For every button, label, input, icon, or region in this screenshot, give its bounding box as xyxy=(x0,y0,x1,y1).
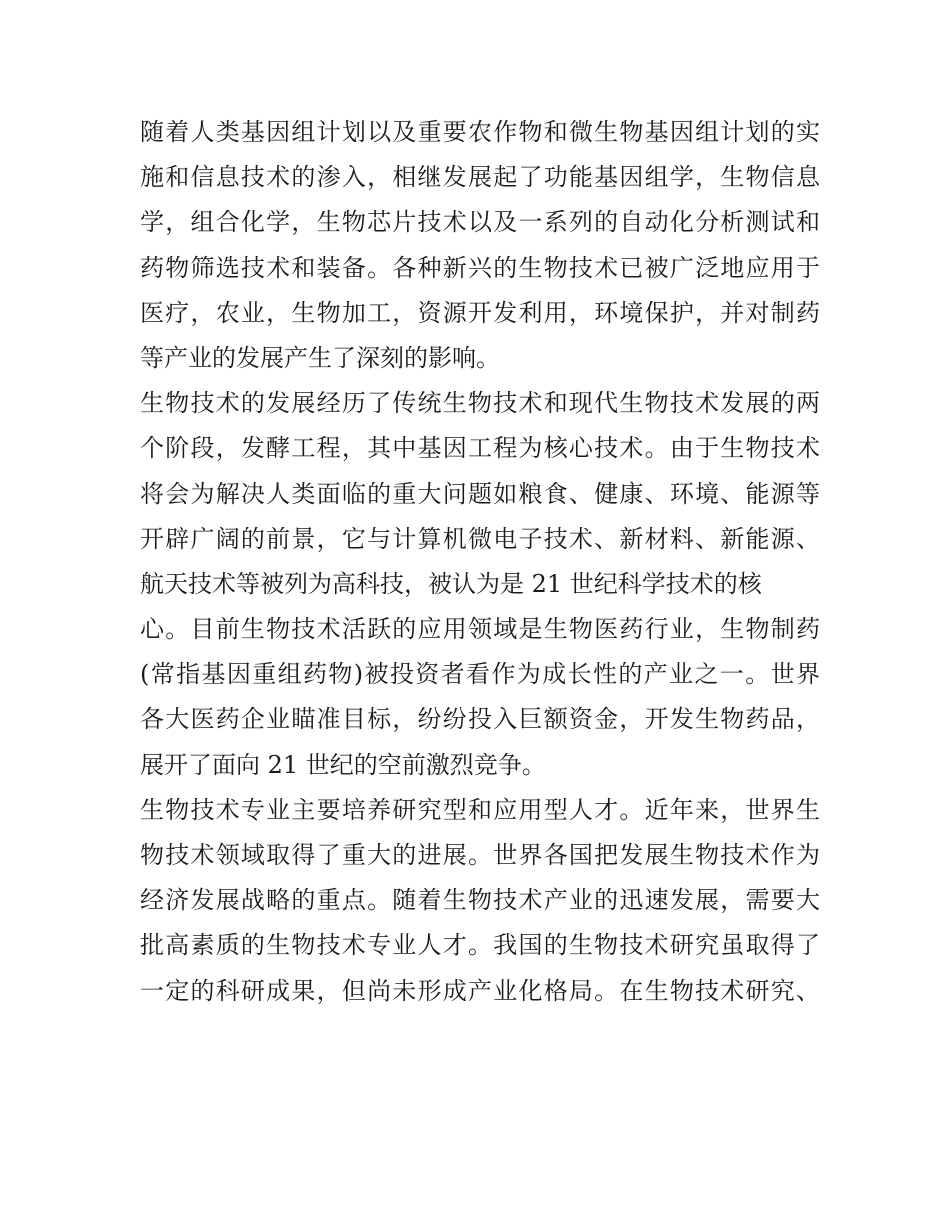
document-body xyxy=(140,110,820,1014)
text-line: 航天技术等被列为高科技，被认为是 21 世纪科学技术的核 xyxy=(140,569,762,598)
text-line: 物技术领域取得了重大的进展。世界各国把发展生物技术作为 xyxy=(140,841,820,869)
text-line: 经济发展战略的重点。随着生物技术产业的迅速发展，需要大 xyxy=(140,886,820,915)
text-line: 生物技术专业主要培养研究型和应用型人才。近年来，世界生 xyxy=(140,795,820,824)
text-line: 医疗，农业，生物加工，资源开发利用，环境保护，并对制药 xyxy=(140,298,820,327)
paragraph-3 xyxy=(140,788,820,1014)
text-line: 学，组合化学，生物芯片技术以及一系列的自动化分析测试和 xyxy=(140,208,820,237)
text-line: 随着人类基因组计划以及重要农作物和微生物基因组计划的实 xyxy=(140,118,820,146)
text-line: 药物筛选技术和装备。各种新兴的生物技术已被广泛地应用于 xyxy=(140,253,820,282)
text-line: 生物技术的发展经历了传统生物技术和现代生物技术发展的两 xyxy=(140,389,820,418)
text-line: 施和信息技术的渗入，相继发展起了功能基因组学，生物信息 xyxy=(140,163,820,192)
text-line: 开辟广阔的前景，它与计算机微电子技术、新材料、新能源、 xyxy=(140,524,820,553)
text-line: 将会为解决人类面临的重大问题如粮食、健康、环境、能源等 xyxy=(140,479,820,508)
text-line: 批高素质的生物技术专业人才。我国的生物技术研究虽取得了 xyxy=(140,931,820,960)
text-line: (常指基因重组药物)被投资者看作为成长性的产业之一。世界 xyxy=(140,660,820,689)
text-line: 等产业的发展产生了深刻的影响。 xyxy=(140,343,500,372)
text-line: 一定的科研成果，但尚未形成产业化格局。在生物技术研究、 xyxy=(140,976,820,1005)
text-line: 个阶段，发酵工程，其中基因工程为核心技术。由于生物技术 xyxy=(140,434,820,463)
text-line: 心。目前生物技术活跃的应用领域是生物医药行业，生物制药 xyxy=(140,615,820,644)
text-line: 展开了面向 21 世纪的空前激烈竞争。 xyxy=(140,750,546,779)
paragraph-2 xyxy=(140,381,820,788)
text-line: 各大医药企业瞄准目标，纷纷投入巨额资金，开发生物药品， xyxy=(140,705,820,734)
paragraph-1 xyxy=(140,110,820,381)
